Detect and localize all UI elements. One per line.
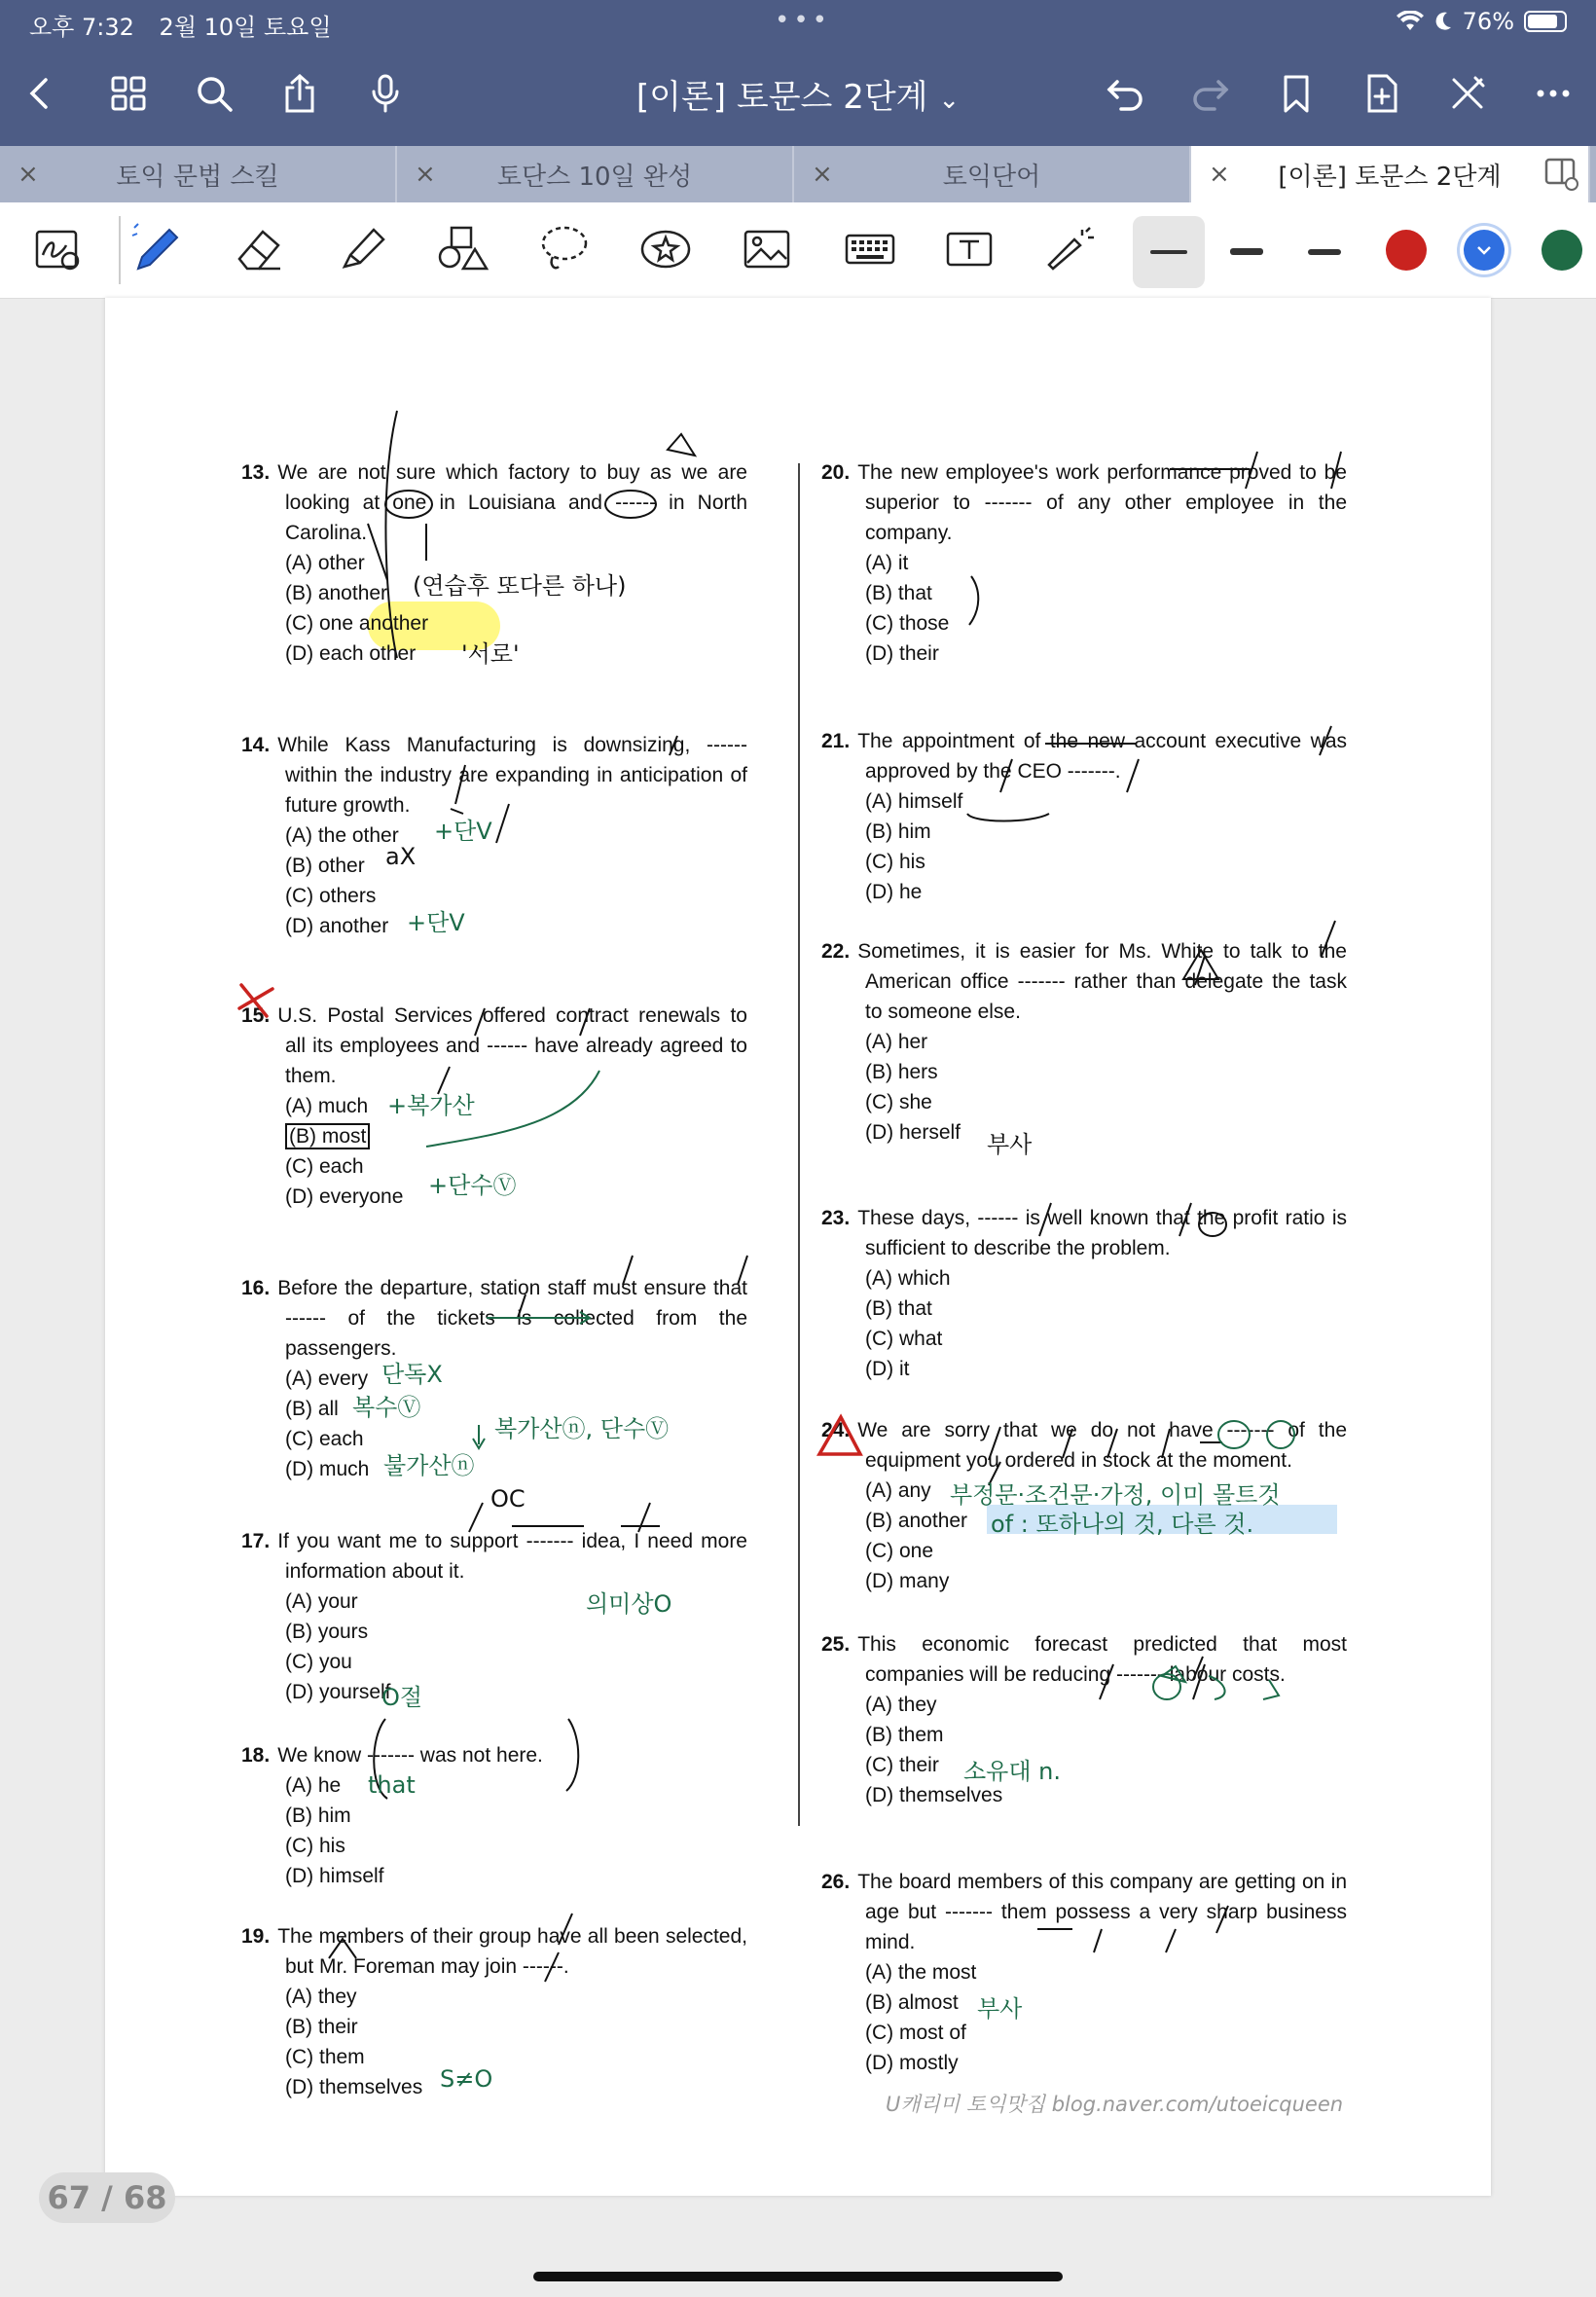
- undo-button[interactable]: [1098, 62, 1152, 125]
- lasso-zoom-tool[interactable]: [21, 212, 95, 286]
- question-number: 14.: [241, 734, 271, 756]
- answer-option-text: (B) their: [285, 2016, 358, 2038]
- answer-option[interactable]: [241, 1617, 747, 1647]
- answer-option-text: (B) that: [865, 1297, 932, 1320]
- answer-option-text: (D) much: [285, 1458, 370, 1480]
- answer-option[interactable]: [241, 1831, 747, 1861]
- annotation-q16-d: 불가산ⓝ: [383, 1452, 475, 1479]
- answer-option[interactable]: [241, 1677, 747, 1707]
- question-text: The board members of this company are getting on in age but ------- them possess a very sharp business mind.: [857, 1871, 1347, 1953]
- answer-option[interactable]: [821, 2018, 1347, 2048]
- annotation-q24-a: 부정문·조건문·가정, 이미 몰트것: [950, 1481, 1281, 1509]
- answer-option[interactable]: [821, 1750, 1347, 1780]
- answer-option[interactable]: [821, 1354, 1347, 1384]
- home-indicator[interactable]: [533, 2272, 1063, 2281]
- answer-option-text: (A) they: [865, 1694, 937, 1716]
- close-edit-button[interactable]: [1440, 62, 1495, 125]
- answer-option-text: (A) any: [865, 1479, 931, 1502]
- answer-option-text: (B) all: [285, 1398, 339, 1420]
- add-page-icon: [1360, 72, 1403, 115]
- search-button[interactable]: [187, 62, 241, 125]
- answer-option[interactable]: [821, 2048, 1347, 2078]
- question-25: [821, 1629, 1347, 1810]
- answer-option[interactable]: [241, 1982, 747, 2012]
- question-stem: [241, 1526, 747, 1586]
- question-text: We know ------- was not here.: [277, 1744, 543, 1767]
- answer-option[interactable]: [821, 578, 1347, 608]
- annotation-q17-oc: OC: [490, 1485, 526, 1513]
- question-number: 20.: [821, 461, 851, 484]
- status-bar: [29, 8, 349, 42]
- answer-option-text: (A) himself: [865, 790, 963, 813]
- answer-option[interactable]: [821, 1987, 1347, 2018]
- close-icon[interactable]: ×: [1209, 160, 1230, 189]
- answer-option-text: (A) it: [865, 552, 909, 574]
- answer-option[interactable]: [241, 820, 747, 851]
- question-number: 15.: [241, 1004, 271, 1027]
- annotation-q18-that: that: [368, 1771, 416, 1799]
- answer-option[interactable]: [241, 1364, 747, 1394]
- answer-option[interactable]: [821, 1536, 1347, 1566]
- answer-option[interactable]: [821, 877, 1347, 907]
- answer-option-text: (A) other: [285, 552, 365, 574]
- more-button[interactable]: [1526, 62, 1580, 125]
- chevron-down-icon[interactable]: ⌄: [938, 86, 961, 115]
- question-stem: [241, 1740, 747, 1770]
- answer-option[interactable]: [241, 2042, 747, 2072]
- question-text: If you want me to support ------- idea, I need more information about it.: [277, 1530, 747, 1583]
- question-number: 24.: [821, 1419, 851, 1441]
- image-tool[interactable]: [730, 212, 804, 286]
- annotation-q13-d: '서로': [461, 640, 520, 668]
- question-text: Before the departure, station staff must ensure that ------ of the tickets is collected from the passengers.: [277, 1277, 747, 1360]
- more-icon: [1532, 72, 1575, 115]
- answer-option-text: (D) it: [865, 1358, 910, 1380]
- share-button[interactable]: [272, 62, 327, 125]
- question-text: These days, ------ is well known that the profit ratio is sufficient to describe the problem.: [857, 1207, 1347, 1259]
- question-text: The appointment of the new account executive was approved by the CEO -------.: [857, 730, 1347, 783]
- answer-option-text: (D) their: [865, 642, 939, 665]
- top-bar: [0, 0, 1596, 146]
- redo-button[interactable]: [1183, 62, 1238, 125]
- highlighter-tool[interactable]: [325, 212, 399, 286]
- search-icon: [193, 72, 236, 115]
- answer-option[interactable]: [241, 1647, 747, 1677]
- answer-option[interactable]: [241, 1801, 747, 1831]
- answer-option[interactable]: [241, 1861, 747, 1891]
- question-text: The new employee's work performance proved to be superior to ------- of any other employee in the company.: [857, 461, 1347, 544]
- question-text: The members of their group have all been selected, but Mr. Foreman may join ------.: [277, 1925, 747, 1978]
- sticker-tool[interactable]: [629, 212, 703, 286]
- question-22: [821, 936, 1347, 1148]
- pen-off-icon: [1446, 72, 1489, 115]
- pen-icon: [128, 220, 187, 278]
- answer-option-text: (D) everyone: [285, 1185, 404, 1208]
- text-box-icon: [940, 220, 998, 278]
- microphone-icon: [364, 72, 407, 115]
- laser-pointer-tool[interactable]: [1034, 212, 1107, 286]
- annotation-q14-b: aX: [385, 843, 417, 870]
- nav-row: [0, 62, 1596, 125]
- add-page-button[interactable]: [1355, 62, 1409, 125]
- answer-option-text: (A) every: [285, 1367, 369, 1390]
- eraser-tool[interactable]: [222, 212, 296, 286]
- thickness-thin-line[interactable]: [1150, 250, 1187, 254]
- answer-option[interactable]: [241, 2012, 747, 2042]
- answer-option[interactable]: [821, 786, 1347, 817]
- moon-icon: [1433, 11, 1453, 32]
- answer-option[interactable]: [821, 1057, 1347, 1087]
- answer-option[interactable]: [821, 847, 1347, 877]
- color-blue-swatch[interactable]: [1464, 230, 1505, 271]
- question-23: [821, 1203, 1347, 1384]
- eraser-icon: [230, 220, 288, 278]
- question-text: Sometimes, it is easier for Ms. White to talk to the American office ------- rather than delegate the task to someone else.: [857, 940, 1347, 1023]
- annotation-q14-a: +단V: [434, 818, 492, 845]
- answer-option-text: (C) their: [865, 1754, 939, 1776]
- drawing-toolbar: [0, 202, 1596, 299]
- tab-toeic-words[interactable]: [794, 146, 1191, 202]
- answer-option-text: (B) other: [285, 855, 365, 877]
- answer-option-text: (B) them: [865, 1724, 944, 1746]
- color-red-swatch[interactable]: [1386, 230, 1427, 271]
- answer-option-text: (D) another: [285, 915, 389, 937]
- color-green-swatch[interactable]: [1542, 230, 1582, 271]
- answer-option-text: (B) him: [285, 1805, 351, 1827]
- question-number: 18.: [241, 1744, 271, 1767]
- answer-option[interactable]: [241, 881, 747, 911]
- tab-todans[interactable]: [397, 146, 794, 202]
- undo-icon: [1104, 72, 1146, 115]
- answer-option-text: (D) many: [865, 1570, 950, 1592]
- question-stem: [821, 1415, 1347, 1476]
- grid-view-button[interactable]: [101, 62, 156, 125]
- answer-option-text: (C) most of: [865, 2022, 966, 2044]
- answer-option-text: (D) herself: [865, 1121, 961, 1144]
- pen-tool[interactable]: [121, 212, 195, 286]
- question-21: [821, 726, 1347, 907]
- question-number: 17.: [241, 1530, 271, 1552]
- annotation-q19-d: S≠O: [440, 2065, 493, 2093]
- watermark: U캐리미 토익맛집 blog.naver.com/utoeicqueen: [886, 2093, 1344, 2116]
- answer-option[interactable]: [241, 1091, 747, 1121]
- lasso-tool[interactable]: [527, 212, 601, 286]
- answer-option-text: (B) that: [865, 582, 932, 604]
- question-19: [241, 1921, 747, 2102]
- chevron-left-icon: [19, 72, 62, 115]
- question-text: We are not sure which factory to buy as we are looking at one in Louisiana and ------ in North Carolina.: [277, 461, 747, 544]
- answer-option[interactable]: [821, 1566, 1347, 1596]
- answer-option-text: (C) each: [285, 1155, 364, 1178]
- question-stem: [241, 1273, 747, 1364]
- tab-label: 토익단어: [942, 162, 1041, 192]
- answer-option-text: (B) another: [865, 1510, 968, 1532]
- text-box-tool[interactable]: [932, 212, 1006, 286]
- keyboard-tool[interactable]: [833, 212, 907, 286]
- battery-percent: 76%: [1462, 8, 1514, 35]
- answer-option[interactable]: [821, 1957, 1347, 1987]
- keyboard-icon: [841, 220, 899, 278]
- answer-option[interactable]: [821, 1324, 1347, 1354]
- annotation-q15-a: +복가산: [387, 1092, 475, 1119]
- column-divider: [798, 463, 800, 1826]
- question-text: This economic forecast predicted that most companies will be reducing ------- labour costs.: [857, 1633, 1347, 1686]
- annotation-q25-c: 소유대 n.: [963, 1758, 1062, 1785]
- tab-label: 토단스 10일 완성: [496, 162, 693, 192]
- answer-option[interactable]: [821, 1720, 1347, 1750]
- question-number: 26.: [821, 1871, 851, 1893]
- answer-option[interactable]: [241, 1454, 747, 1484]
- shapes-tool[interactable]: [426, 212, 500, 286]
- annotation-q16-c: 복가산ⓝ, 단수Ⓥ: [494, 1415, 670, 1442]
- annotation-q15-d: +단수Ⓥ: [428, 1172, 517, 1199]
- page-indicator: 67 / 68: [39, 2172, 175, 2223]
- question-stem: [241, 730, 747, 820]
- answer-option-text: (B) yours: [285, 1621, 369, 1643]
- tab-label: [이론] 토문스 2단계: [1278, 162, 1502, 192]
- answer-option-text: (B) most: [285, 1123, 370, 1149]
- bookmark-button[interactable]: [1269, 62, 1324, 125]
- thickness-medium-line[interactable]: [1230, 248, 1263, 255]
- question-number: 21.: [821, 730, 851, 752]
- answer-option-text: (A) they: [285, 1986, 357, 2008]
- answer-option-text: (C) his: [865, 851, 925, 873]
- annotation-q16-a: 단독X: [381, 1361, 443, 1388]
- annotation-q16-b: 복수Ⓥ: [352, 1394, 421, 1421]
- close-icon[interactable]: ×: [415, 160, 436, 189]
- answer-option-text: (D) each other: [285, 642, 417, 665]
- answer-option-text: (A) the other: [285, 824, 399, 847]
- answer-option-text: (D) himself: [285, 1865, 384, 1887]
- question-stem: [821, 457, 1347, 548]
- grid-icon: [107, 72, 150, 115]
- shapes-icon: [434, 220, 492, 278]
- answer-option[interactable]: [821, 1263, 1347, 1294]
- question-number: 16.: [241, 1277, 271, 1299]
- question-stem: [821, 1629, 1347, 1690]
- answer-option[interactable]: [821, 1780, 1347, 1810]
- question-number: 19.: [241, 1925, 271, 1948]
- answer-option[interactable]: [241, 2072, 747, 2102]
- tab-theory-2[interactable]: [1191, 146, 1590, 202]
- answer-option[interactable]: [821, 608, 1347, 638]
- answer-option-text: (A) her: [865, 1031, 928, 1053]
- answer-option-text: (D) he: [865, 881, 923, 903]
- status-date: 2월 10일 토요일: [159, 14, 332, 41]
- answer-option-text: (D) themselves: [285, 2076, 423, 2098]
- status-time: 오후 7:32: [29, 14, 134, 41]
- question-stem: [821, 1203, 1347, 1263]
- question-number: 25.: [821, 1633, 851, 1656]
- answer-option-text: (A) the most: [865, 1961, 977, 1984]
- answer-option-text: (C) those: [865, 612, 950, 635]
- laser-pointer-icon: [1041, 220, 1100, 278]
- answer-option[interactable]: [241, 851, 747, 881]
- answer-option-text: (C) others: [285, 885, 377, 907]
- annotation-q13-b: (연습후 또다른 하나): [413, 572, 627, 600]
- answer-option-text: (B) him: [865, 820, 931, 843]
- answer-option[interactable]: [821, 817, 1347, 847]
- tab-label: 토익 문법 스킬: [116, 162, 279, 192]
- question-stem: [241, 1001, 747, 1091]
- answer-option-text: (C) each: [285, 1428, 364, 1450]
- question-stem: [241, 1921, 747, 1982]
- answer-option-text: (D) themselves: [865, 1784, 1003, 1806]
- question-18: [241, 1740, 747, 1891]
- answer-option[interactable]: [821, 1294, 1347, 1324]
- wifi-icon: [1396, 11, 1424, 32]
- tab-toeic-grammar[interactable]: [0, 146, 397, 202]
- answer-option-text: (A) your: [285, 1590, 358, 1613]
- split-view-icon[interactable]: [1543, 156, 1578, 191]
- answer-option-text: (C) you: [285, 1651, 352, 1673]
- question-26: [821, 1867, 1347, 2078]
- answer-option-text: (C) she: [865, 1091, 932, 1113]
- question-text: While Kass Manufacturing is downsizing, ------ within the industry are expanding in anticipation of future growth.: [277, 734, 747, 817]
- answer-option[interactable]: [821, 1690, 1347, 1720]
- annotation-q14-d: +단V: [407, 909, 465, 936]
- annotation-q18-zero: O절: [381, 1684, 423, 1711]
- question-14: [241, 730, 747, 941]
- question-number: 23.: [821, 1207, 851, 1229]
- answer-option-text: (D) mostly: [865, 2052, 959, 2074]
- bookmark-icon: [1275, 72, 1318, 115]
- answer-option[interactable]: [821, 1117, 1347, 1148]
- lasso-icon: [535, 220, 594, 278]
- answer-option-text: (C) them: [285, 2046, 365, 2068]
- answer-option-text: (C) one another: [285, 612, 429, 635]
- answer-option[interactable]: [821, 1027, 1347, 1057]
- status-right: [1396, 8, 1567, 35]
- document-page[interactable]: [105, 298, 1491, 2196]
- answer-option-text: (A) which: [865, 1267, 951, 1290]
- answer-option[interactable]: [821, 548, 1347, 578]
- tab-bar: [0, 146, 1596, 202]
- answer-option-text: (A) much: [285, 1095, 369, 1117]
- question-stem: [821, 936, 1347, 1027]
- multitasking-dots[interactable]: •••: [775, 6, 832, 35]
- question-stem: [821, 726, 1347, 786]
- lasso-zoom-icon: [29, 220, 88, 278]
- answer-option[interactable]: [241, 911, 747, 941]
- thickness-thick-line[interactable]: [1308, 249, 1341, 255]
- close-icon[interactable]: ×: [18, 160, 39, 189]
- answer-option-text: (C) one: [865, 1540, 934, 1562]
- back-button[interactable]: [14, 62, 68, 125]
- highlighter-icon: [333, 220, 391, 278]
- question-stem: [241, 457, 747, 548]
- microphone-button[interactable]: [358, 62, 413, 125]
- question-text: We are sorry that we do not have ------- of the equipment you ordered in stock at the moment.: [857, 1419, 1347, 1472]
- share-icon: [278, 72, 321, 115]
- annotation-q26-b: 부사: [977, 1995, 1023, 2023]
- chevron-down-icon: [1464, 230, 1505, 271]
- answer-option-text: (B) hers: [865, 1061, 938, 1083]
- answer-option[interactable]: [821, 1087, 1347, 1117]
- answer-option-text: (C) his: [285, 1835, 345, 1857]
- question-number: 13.: [241, 461, 271, 484]
- sticker-icon: [636, 220, 695, 278]
- annotation-q24-b: of : 또하나의 것, 다른 것.: [991, 1511, 1254, 1538]
- answer-option-text: (D) yourself: [285, 1681, 391, 1703]
- annotation-q17-note: 의미상O: [586, 1590, 672, 1618]
- answer-option-text: (A) he: [285, 1774, 342, 1797]
- annotation-q22-d: 부사: [987, 1131, 1033, 1158]
- image-icon: [738, 220, 796, 278]
- question-number: 22.: [821, 940, 851, 963]
- question-stem: [821, 1867, 1347, 1957]
- question-text: U.S. Postal Services offered contract renewals to all its employees and ------ have already agreed to them.: [277, 1004, 747, 1087]
- answer-option[interactable]: [821, 638, 1347, 669]
- answer-option[interactable]: [241, 1770, 747, 1801]
- question-20: [821, 457, 1347, 669]
- close-icon[interactable]: ×: [812, 160, 833, 189]
- answer-option-text: (C) what: [865, 1328, 943, 1350]
- question-16: [241, 1273, 747, 1484]
- answer-option[interactable]: [241, 1121, 747, 1151]
- document-title-text[interactable]: [이론] 토문스 2단계: [635, 78, 928, 117]
- answer-option-text: (B) another: [285, 582, 388, 604]
- battery-icon: [1524, 11, 1567, 32]
- redo-icon: [1189, 72, 1232, 115]
- answer-option-text: (B) almost: [865, 1991, 959, 2014]
